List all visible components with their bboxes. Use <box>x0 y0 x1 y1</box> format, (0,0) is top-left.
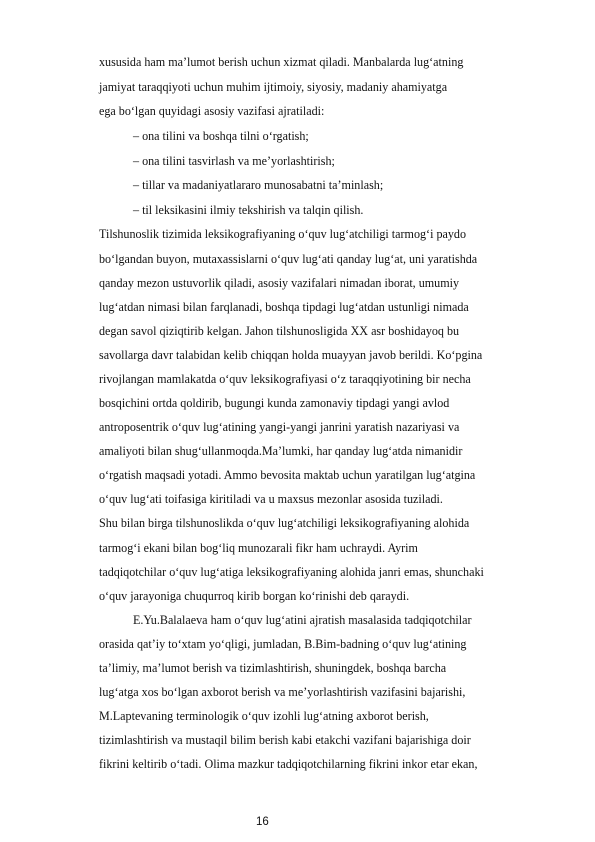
text-line: antroposentrik o‘quv lug‘atining yangi-yangi janrini yaratish nazariyasi va <box>99 420 460 434</box>
text-line: lug‘atdan nimasi bilan farqlanadi, boshqa tipdagi lug‘atdan ustunligi nimada <box>99 300 469 314</box>
text-line: o‘quv jarayoniga chuqurroq kirib borgan ko‘rinishi deb qaraydi. <box>99 589 410 603</box>
paragraph-start: E.Yu.Balalaeva ham o‘quv lug‘atini ajratish masalasida tadqiqotchilar <box>133 613 472 627</box>
text-line: ega bo‘lgan quyidagi asosiy vazifasi ajratiladi: <box>99 104 325 118</box>
page-number: 16 <box>256 816 269 828</box>
list-item: – til leksikasini ilmiy tekshirish va talqin qilish. <box>133 203 364 217</box>
text-line: rivojlangan mamlakatda o‘quv leksikografiyasi o‘z taraqqiyotining bir necha <box>99 372 471 386</box>
text-line: bo‘lgandan buyon, mutaxassislarni o‘quv lug‘ati qanday lug‘at, uni yaratishda <box>99 252 478 266</box>
text-line: tarmog‘i ekani bilan bog‘liq munozarali fikr ham uchraydi. Ayrim <box>99 541 418 555</box>
text-line: tadqiqotchilar o‘quv lug‘atiga leksikografiyaning alohida janri emas, shunchaki <box>99 565 484 579</box>
text-line: ta’limiy, ma’lumot berish va tizimlashtirish, shuningdek, boshqa barcha <box>99 661 447 675</box>
text-line: amaliyoti bilan shug‘ullanmoqda.Ma’lumki, har qanday lug‘atda nimanidir <box>99 444 463 458</box>
text-line: o‘rgatish maqsadi yotadi. Ammo bevosita maktab uchun yaratilgan lug‘atgina <box>99 468 476 482</box>
list-item: – tillar va madaniyatlararo munosabatni ta’minlash; <box>133 178 384 192</box>
list-item: – ona tilini va boshqa tilni o‘rgatish; <box>133 129 309 143</box>
text-line: Tilshunoslik tizimida leksikografiyaning o‘quv lug‘atchiligi tarmog‘i paydo <box>99 227 467 241</box>
text-line: qanday mezon ustuvorlik qiladi, asosiy vazifalari nimadan iborat, umumiy <box>99 276 460 290</box>
text-line: bosqichini ortda qoldirib, bugungi kunda zamonaviy tipdagi yangi avlod <box>99 396 450 410</box>
text-line: orasida qat’iy to‘xtam yo‘qligi, jumladan, B.Bim-badning o‘quv lug‘atining <box>99 637 467 651</box>
text-line: lug‘atga xos bo‘lgan axborot berish va me’yorlashtirish vazifasini bajarishi, <box>99 685 466 699</box>
text-line: o‘quv lug‘ati toifasiga kiritiladi va u maxsus mezonlar asosida tuziladi. <box>99 492 443 506</box>
text-line: fikrini keltirib o‘tadi. Olima mazkur tadqiqotchilarning fikrini inkor etar ekan, <box>99 757 478 771</box>
text-line: xususida ham ma’lumot berish uchun xizmat qiladi. Manbalarda lug‘atning <box>99 55 464 69</box>
text-line: tizimlashtirish va mustaqil bilim berish kabi etakchi vazifani bajarishiga doir <box>99 733 471 747</box>
text-line: M.Laptevaning terminologik o‘quv izohli lug‘atning axborot berish, <box>99 709 429 723</box>
list-item: – ona tilini tasvirlash va me’yorlashtirish; <box>133 154 335 168</box>
text-line: Shu bilan birga tilshunoslikda o‘quv lug‘atchiligi leksikografiyaning alohida <box>99 516 470 530</box>
text-line: savollarga davr talabidan kelib chiqqan holda muayyan javob berildi. Ko‘pgina <box>99 348 483 362</box>
text-line: degan savol qiziqtirib kelgan. Jahon tilshunosligida XX asr boshidayoq bu <box>99 324 460 338</box>
text-line: jamiyat taraqqiyoti uchun muhim ijtimoiy, siyosiy, madaniy ahamiyatga <box>99 80 448 94</box>
